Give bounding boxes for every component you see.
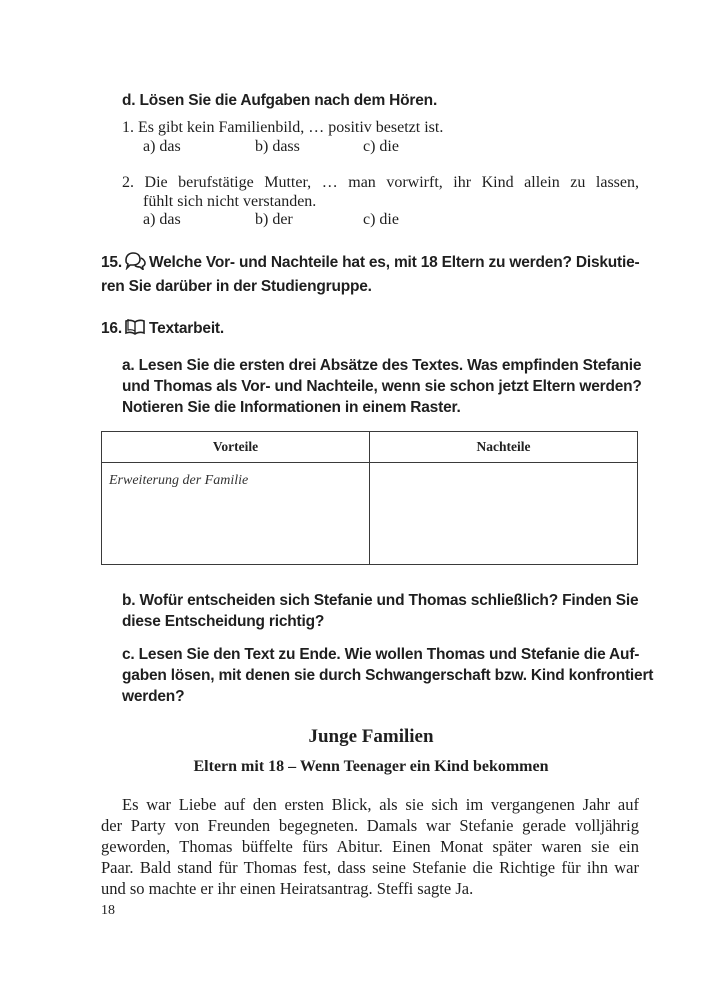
task-16a-line-3: Notieren Sie die Informationen in einem Raster. [122, 399, 461, 416]
raster-table [101, 431, 638, 565]
article-line-2: der Party von Freunden begegneten. Damals war Stefanie gerade volljährig [101, 816, 639, 835]
open-book-icon [124, 318, 146, 342]
question-2-option-c: c) die [363, 211, 399, 228]
article-line-4: Paar. Bald stand für Thomas fest, dass seine Stefanie die Richtige für ihn war [101, 858, 639, 877]
task-16c-line-1: c. Lesen Sie den Text zu Ende. Wie wollen Thomas und Stefanie die Auf- [122, 646, 640, 663]
raster-cell-vorteile-text: Erweiterung der Familie [109, 473, 249, 488]
raster-body-row [102, 463, 638, 565]
question-2-option-a: a) das [143, 211, 181, 228]
task-16c-line-2: gaben lösen, mit denen sie durch Schwangerschaft bzw. Kind konfrontiert [122, 667, 654, 684]
article-subtitle: Eltern mit 18 – Wenn Teenager ein Kind bekommen [193, 758, 549, 775]
question-2-option-b: b) der [255, 211, 293, 228]
task-d-heading: d. Lösen Sie die Aufgaben nach dem Hören. [122, 92, 438, 109]
raster-cell-nachteile[interactable] [370, 463, 638, 565]
task-15-line-2: ren Sie darüber in der Studiengruppe. [101, 278, 372, 295]
article-line-3: geworden, Thomas büffelte fürs Abitur. Einen Monat später waren sie ein [101, 837, 639, 856]
page-number: 18 [101, 903, 115, 918]
article-line-1: Es war Liebe auf den ersten Blick, als sie sich im vergangenen Jahr auf [122, 795, 639, 814]
question-1-option-b: b) dass [255, 138, 300, 155]
article-line-5: und so machte er ihr einen Heiratsantrag. Steffi sagte Ja. [101, 879, 474, 898]
task-16c-line-3: werden? [122, 688, 185, 705]
task-16a-line-2: und Thomas als Vor- und Nachteile, wenn sie schon jetzt Eltern werden? [122, 378, 642, 395]
task-16a [122, 355, 640, 418]
task-15-number: 15. [101, 254, 122, 271]
task-16a-line-1: a. Lesen Sie die ersten drei Absätze des Textes. Was empfinden Stefanie [122, 357, 642, 374]
question-2-line-2: fühlt sich nicht verstanden. [143, 193, 317, 210]
question-1-option-c: c) die [363, 138, 399, 155]
raster-cell-vorteile[interactable] [102, 463, 370, 565]
raster-header-vorteile: Vorteile [102, 432, 370, 463]
raster-cell-nachteile-text [371, 464, 636, 473]
task-16c [122, 644, 653, 707]
task-15-line-1: Welche Vor- und Nachteile hat es, mit 18 Eltern zu werden? Diskutie- [148, 254, 640, 271]
article-paragraph [101, 794, 639, 899]
article-title: Junge Familien [308, 726, 434, 747]
task-16-heading [101, 318, 224, 342]
raster-header-nachteile: Nachteile [370, 432, 638, 463]
speech-bubbles-icon [124, 252, 146, 276]
question-1-option-a: a) das [143, 138, 181, 155]
task-16b-line-2: diese Entscheidung richtig? [122, 613, 325, 630]
task-16b [122, 590, 638, 632]
raster-header-row [102, 432, 638, 463]
task-15 [101, 252, 641, 297]
question-2-line-1: 2. Die berufstätige Mutter, … man vorwirft, ihr Kind allein zu lassen, [122, 174, 639, 191]
question-1-text: 1. Es gibt kein Familienbild, … positiv besetzt ist. [122, 119, 444, 136]
task-16-label: Textarbeit. [148, 320, 224, 337]
task-16-number: 16. [101, 320, 122, 337]
task-16b-line-1: b. Wofür entscheiden sich Stefanie und Thomas schließlich? Finden Sie [122, 592, 639, 609]
